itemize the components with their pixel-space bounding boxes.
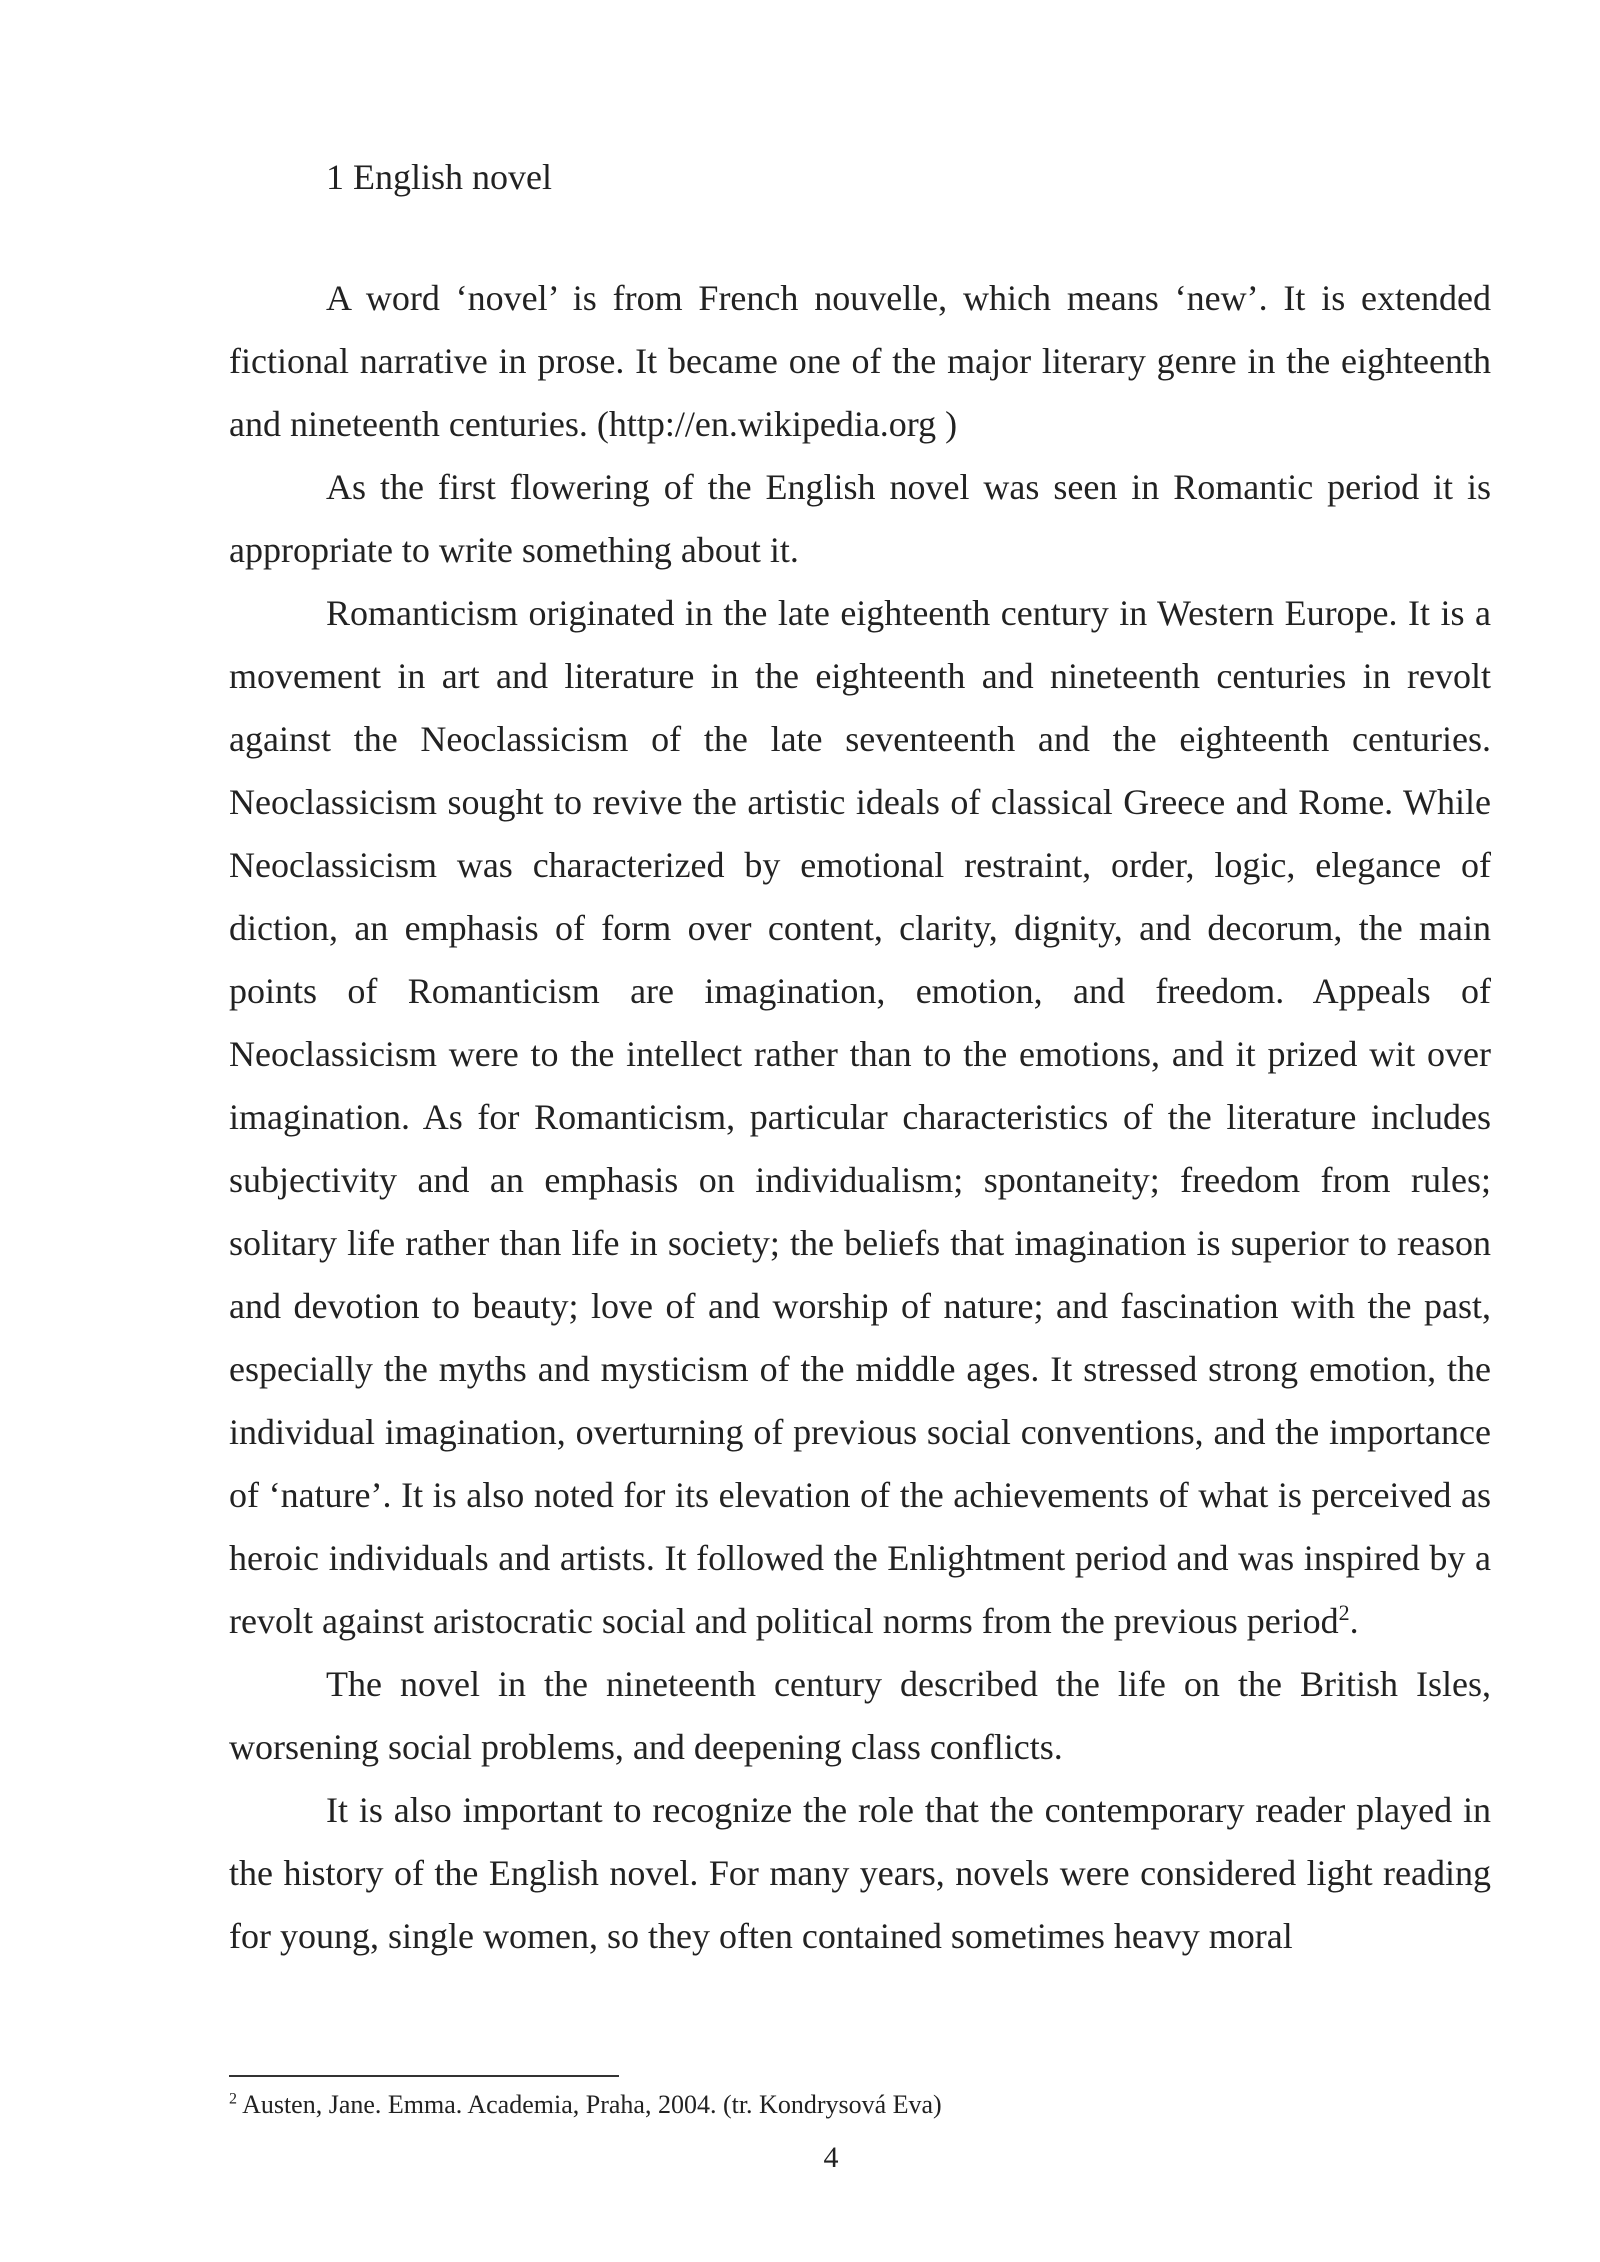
footnote-divider bbox=[229, 2075, 619, 2077]
body-text bbox=[229, 267, 1491, 1968]
chapter-heading: 1 English novel bbox=[326, 157, 552, 197]
paragraph-romanticism-text: Romanticism originated in the late eighteenth century in Western Europe. It is a movement in art and literature in the eighteenth and nineteenth centuries in revolt against the Neoclassicism of the late seventeenth and the eighteenth centuries. Neoclassicism sought to revive the artistic ideals of classical Greece and Rome. While Neoclassicism was characterized by emotional restraint, order, logic, elegance of diction, an emphasis of form over content, clarity, dignity, and decorum, the main points of Romanticism are imagination, emotion, and freedom. Appeals of Neoclassicism were to the intellect rather than to the emotions, and it prized wit over imagination. As for Romanticism, particular characteristics of the literature includes subjectivity and an emphasis on individualism; spontaneity; freedom from rules; solitary life rather than life in society; the beliefs that imagination is superior to reason and devotion to beauty; love of and worship of nature; and fascination with the past, especially the myths and mysticism of the middle ages. It stressed strong emotion, the individual imagination, overturning of previous social conventions, and the importance of ‘nature’. It is also noted for its elevation of the achievements of what is perceived as heroic individuals and artists. It followed the Enlightment period and was inspired by a revolt against aristocratic social and political norms from the previous period bbox=[229, 593, 1491, 1641]
paragraph-contemporary-reader: It is also important to recognize the role that the contemporary reader played in the history of the English novel. For many years, novels were considered light reading for young, single women, so they often contained sometimes heavy moral bbox=[229, 1790, 1491, 1956]
footnote-marker: 2 bbox=[229, 2090, 237, 2108]
paragraph-romantic-period: As the first flowering of the English novel was seen in Romantic period it is appropriate to write something about it. bbox=[229, 467, 1491, 570]
footnote bbox=[229, 2088, 942, 2122]
footnote-text: Austen, Jane. Emma. Academia, Praha, 2004. (tr. Kondrysová Eva) bbox=[237, 2090, 942, 2119]
footnote-reference[interactable]: 2 bbox=[1338, 1600, 1350, 1625]
paragraph-romanticism bbox=[229, 582, 1491, 1653]
page-number: 4 bbox=[823, 2141, 839, 2174]
paragraph-nineteenth-century: The novel in the nineteenth century described the life on the British Isles, worsening social problems, and deepening class conflicts. bbox=[229, 1664, 1491, 1767]
paragraph-romanticism-end: . bbox=[1349, 1601, 1359, 1641]
paragraph-novel-definition: A word ‘novel’ is from French nouvelle, which means ‘new’. It is extended fictional narrative in prose. It became one of the major literary genre in the eighteenth and nineteenth centuries. (http://en.wikipedia.org ) bbox=[229, 278, 1491, 444]
